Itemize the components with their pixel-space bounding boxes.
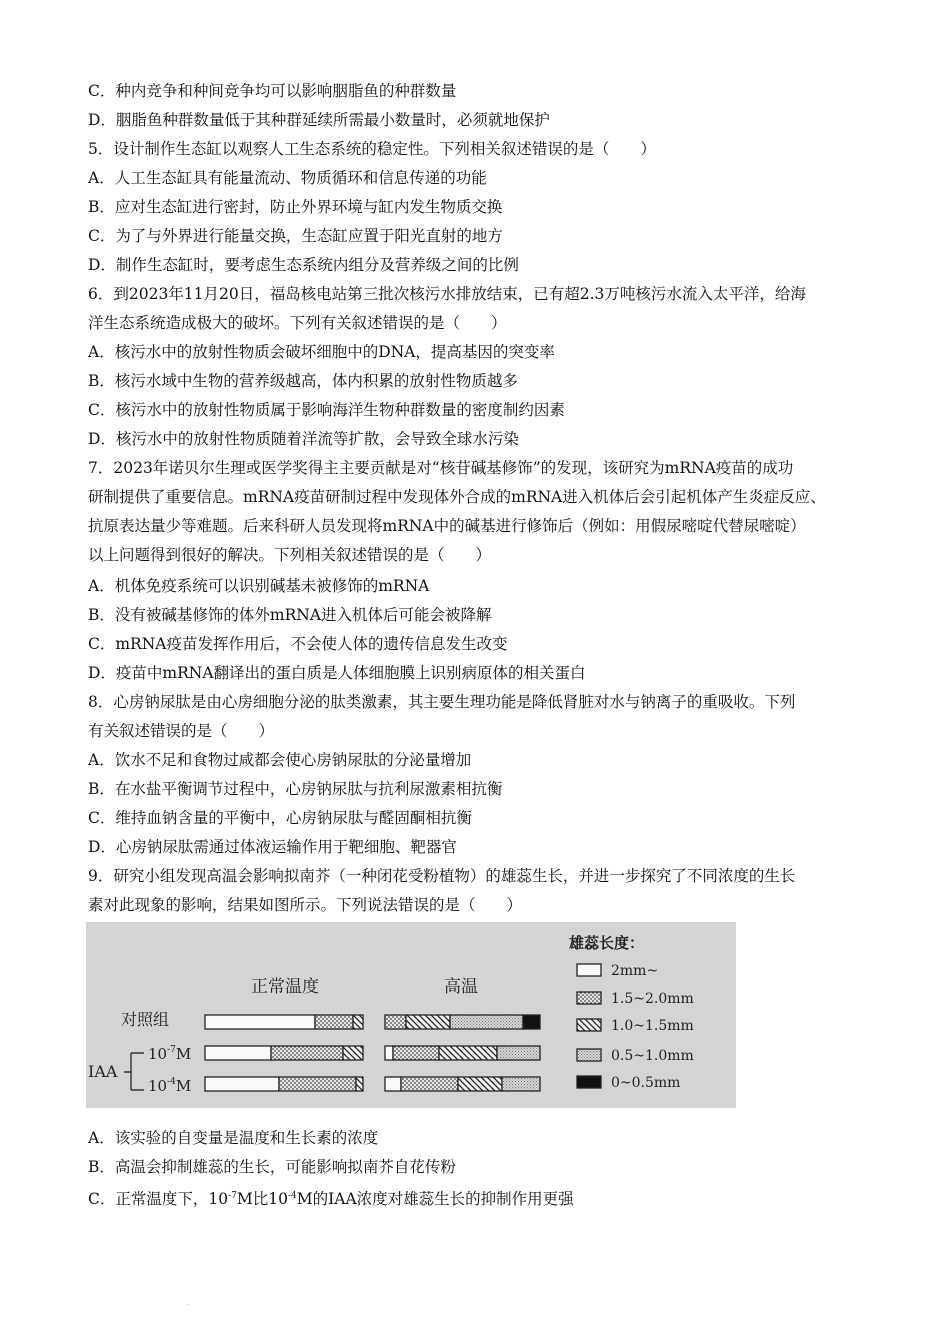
legend-item-1.0-1.5mm xyxy=(577,1018,694,1034)
option-c-q4: C．种内竞争和种间竞争均可以影响胭脂鱼的种群数量 xyxy=(88,82,457,100)
option-d-q8: D．心房钠尿肽需通过体液运输作用于靶细胞、靶器官 xyxy=(88,838,457,856)
legend-item-0-0.5mm xyxy=(577,1075,680,1091)
row-label-iaa-high: $10^{-4}M$ xyxy=(148,1077,192,1095)
bar-iaa-low-normal xyxy=(205,1046,363,1060)
row-label-iaa-low: $10^{-7}M$ xyxy=(148,1045,192,1063)
question-8-stem-line2: 有关叙述错误的是（ ） xyxy=(88,722,275,740)
question-9-stem-line2: 素对此现象的影响，结果如图所示。下列说法错误的是（ ） xyxy=(88,896,523,914)
svg-text:1.5~2.0mm: 1.5~2.0mm xyxy=(611,991,694,1007)
question-7-stem-line4: 以上问题得到很好的解决。下列相关叙述错误的是（ ） xyxy=(88,546,492,564)
svg-text:1.0~1.5mm: 1.0~1.5mm xyxy=(611,1018,694,1034)
legend-title: 雄蕊长度： xyxy=(569,934,645,952)
option-c-q7: C．mRNA疫苗发挥作用后，不会使人体的遗传信息发生改变 xyxy=(88,635,508,653)
option-d-q7: D．疫苗中mRNA翻译出的蛋白质是人体细胞膜上识别病原体的相关蛋白 xyxy=(88,664,586,682)
column-high-temperature: 高温 xyxy=(444,977,478,997)
question-5-stem: 5．设计制作生态缸以观察人工生态系统的稳定性。下列相关叙述错误的是（ ） xyxy=(88,140,656,158)
option-c-q5: C．为了与外界进行能量交换，生态缸应置于阳光直射的地方 xyxy=(88,227,503,245)
row-label-control: 对照组 xyxy=(121,1010,170,1029)
iaa-bracket xyxy=(124,1053,144,1090)
svg-text:0.5~1.0mm: 0.5~1.0mm xyxy=(611,1048,694,1064)
option-d-q6: D．核污水中的放射性物质随着洋流等扩散，会导致全球水污染 xyxy=(88,430,519,448)
option-b-q7: B．没有被碱基修饰的体外mRNA进入机体后可能会被降解 xyxy=(88,606,492,624)
question-7-stem-line1: 7．2023年诺贝尔生理或医学奖得主主要贡献是对“核苷碱基修饰”的发现，该研究为mRNA疫苗的成功 xyxy=(88,459,794,477)
question-8-stem-line1: 8．心房钠尿肽是由心房细胞分泌的肽类激素，其主要生理功能是降低肾脏对水与钠离子的重吸收。下列 xyxy=(88,693,796,711)
option-d-q5: D．制作生态缸时，要考虑生态系统内组分及营养级之间的比例 xyxy=(88,256,519,274)
question-6-stem-line2: 洋生态系统造成极大的破坏。下列有关叙述错误的是（ ） xyxy=(88,314,507,332)
iaa-label: IAA xyxy=(88,1062,118,1081)
stamen-length-figure xyxy=(86,922,736,1108)
option-b-q9: B．高温会抑制雄蕊的生长，可能影响拟南芥自花传粉 xyxy=(88,1158,456,1176)
option-c-q8: C．维持血钠含量的平衡中，心房钠尿肽与醛固酮相抗衡 xyxy=(88,809,472,827)
legend-item-0.5-1.0mm xyxy=(577,1048,694,1064)
option-c-q6: C．核污水中的放射性物质属于影响海洋生物种群数量的密度制约因素 xyxy=(88,401,565,419)
bar-control-high xyxy=(385,1015,540,1029)
option-b-q8: B．在水盐平衡调节过程中，心房钠尿肽与抗利尿激素相抗衡 xyxy=(88,780,503,798)
option-a-q8: A．饮水不足和食物过咸都会使心房钠尿肽的分泌量增加 xyxy=(88,751,472,769)
option-a-q9: A．该实验的自变量是温度和生长素的浓度 xyxy=(88,1129,379,1147)
option-a-q6: A．核污水中的放射性物质会破坏细胞中的DNA，提高基因的突变率 xyxy=(88,343,555,361)
question-9-stem-line1: 9．研究小组发现高温会影响拟南芥（一种闭花受粉植物）的雄蕊生长，并进一步探究了不同浓度的生长 xyxy=(88,867,796,885)
footer-mark: . xyxy=(187,1300,189,1307)
bar-iaa-high-high xyxy=(385,1077,540,1091)
legend xyxy=(569,934,694,1091)
bar-iaa-high-normal xyxy=(205,1077,363,1091)
option-b-q6: B．核污水域中生物的营养级越高，体内积累的放射性物质越多 xyxy=(88,372,518,390)
svg-text:0~0.5mm: 0~0.5mm xyxy=(611,1075,681,1091)
column-normal-temperature: 正常温度 xyxy=(251,977,319,997)
option-b-q5: B．应对生态缸进行密封，防止外界环境与缸内发生物质交换 xyxy=(88,198,503,216)
question-6-stem-line1: 6．到2023年11月20日，福岛核电站第三批次核污水排放结束，已有超2.3万吨核污水流入太平洋，给海 xyxy=(88,285,806,303)
legend-item-1.5-2.0mm xyxy=(577,991,694,1007)
option-d-q4: D．胭脂鱼种群数量低于其种群延续所需最小数量时，必须就地保护 xyxy=(88,111,550,129)
bar-control-normal xyxy=(205,1015,363,1029)
option-a-q5: A．人工生态缸具有能量流动、物质循环和信息传递的功能 xyxy=(88,169,487,187)
option-c-q9: C．正常温度下，$10^{-7}M$比$10^{-4}M$的IAA浓度对雄蕊生长的抑制作用更强 xyxy=(88,1190,574,1208)
option-a-q7: A．机体免疫系统可以识别碱基未被修饰的mRNA xyxy=(88,577,430,595)
question-7-stem-line3: 抗原表达量少等难题。后来科研人员发现将mRNA中的碱基进行修饰后（例如：用假尿嘧啶代替尿嘧啶） xyxy=(88,517,806,535)
question-7-stem-line2: 研制提供了重要信息。mRNA疫苗研制过程中发现体外合成的mRNA进入机体后会引起机体产生炎症反应、 xyxy=(88,488,826,506)
bar-iaa-low-high xyxy=(385,1046,540,1060)
legend-item-2mm-plus xyxy=(577,963,658,979)
svg-text:2mm~: 2mm~ xyxy=(611,963,659,979)
